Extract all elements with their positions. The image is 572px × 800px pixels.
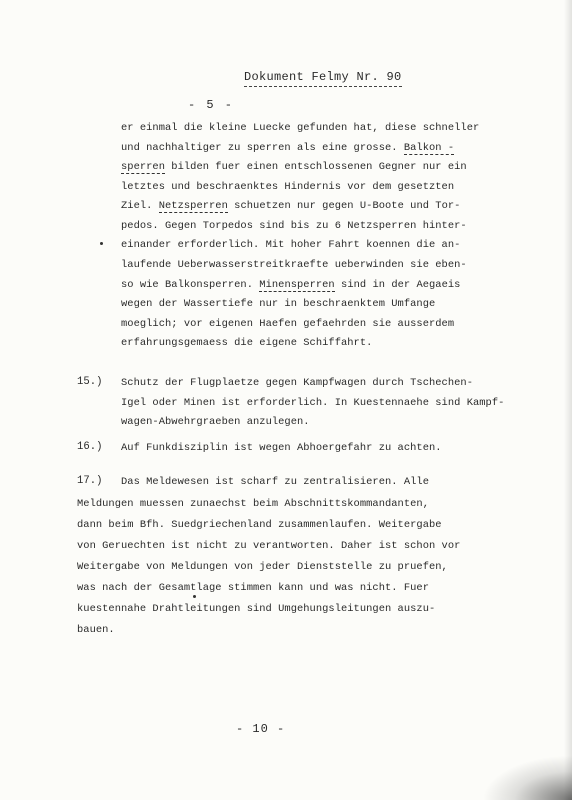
text-line: Meldungen muessen zunaechst beim Abschnittskommandanten,	[77, 498, 429, 510]
text-line: er einmal die kleine Luecke gefunden hat, diese schneller	[121, 122, 480, 134]
text-line: wegen der Wassertiefe nur in beschraenktem Umfange	[121, 298, 436, 310]
text-line: dann beim Bfh. Suedgriechenland zusammenlaufen. Weitergabe	[77, 519, 442, 531]
text-line: letztes und beschraenktes Hindernis vor dem gesetzten	[121, 181, 455, 193]
text-line: bauen.	[77, 624, 115, 636]
text-line: Weitergabe von Meldungen von jeder Dienststelle zu pruefen,	[77, 561, 448, 573]
text-line: was nach der Gesamtlage stimmen kann und was nicht. Fuer	[77, 582, 429, 594]
text-line: Schutz der Flugplaetze gegen Kampfwagen durch Tschechen-	[121, 377, 473, 389]
document-reference: Dokument Felmy Nr. 90	[244, 70, 402, 87]
item-number: 16.)	[77, 441, 103, 453]
text-line: einander erforderlich. Mit hoher Fahrt koennen die an-	[121, 239, 461, 251]
text-line: wagen-Abwehrgraeben anzulegen.	[121, 416, 310, 428]
text-line: Ziel. Netzsperren schuetzen nur gegen U-Boote und Tor-	[121, 200, 461, 212]
page-number-top: - 5 -	[188, 98, 235, 112]
text-line: Igel oder Minen ist erforderlich. In Kuestennaehe sind Kampf-	[121, 397, 505, 409]
text-line: kuestennahe Drahtleitungen sind Umgehungsleitungen auszu-	[77, 603, 436, 615]
ink-dot	[100, 242, 103, 245]
text-line: pedos. Gegen Torpedos sind bis zu 6 Netzsperren hinter-	[121, 220, 467, 232]
scan-corner-smudge	[482, 755, 572, 800]
underlined-term: Minensperren	[259, 279, 335, 291]
text-line: sperren bilden fuer einen entschlossenen Gegner nur ein	[121, 161, 467, 173]
text-line: von Geruechten ist nicht zu verantworten. Daher ist schon vor	[77, 540, 461, 552]
page-number-bottom: - 10 -	[236, 722, 286, 736]
text-line: und nachhaltiger zu sperren als eine grosse. Balkon -	[121, 142, 455, 154]
text-line: erfahrungsgemaess die eigene Schiffahrt.	[121, 337, 373, 349]
underlined-term: sperren	[121, 161, 165, 173]
text-line: Auf Funkdisziplin ist wegen Abhoergefahr zu achten.	[121, 442, 442, 454]
text-line: laufende Ueberwasserstreitkraefte ueberwinden sie eben-	[121, 259, 467, 271]
item-number: 15.)	[77, 376, 103, 388]
underlined-term: Balkon -	[403, 142, 455, 154]
text-line: moeglich; vor eigenen Haefen gefaehrden sie ausserdem	[121, 318, 455, 330]
page-edge-shadow	[564, 0, 572, 800]
item-number: 17.)	[77, 475, 103, 487]
text-line: so wie Balkonsperren. Minensperren sind in der Aegaeis	[121, 279, 461, 291]
text-line: Das Meldewesen ist scharf zu zentralisieren. Alle	[121, 476, 429, 488]
underlined-term: Netzsperren	[158, 200, 228, 212]
ink-dot	[193, 595, 196, 598]
